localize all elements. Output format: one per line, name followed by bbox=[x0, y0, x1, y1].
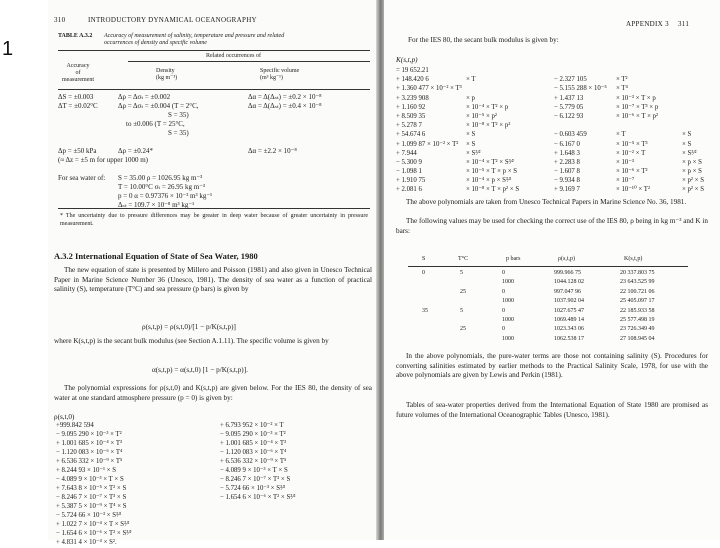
table-caption-id: TABLE A.3.2 bbox=[58, 33, 93, 39]
check-cell: 1000 bbox=[502, 317, 514, 323]
check-cell: 0 bbox=[502, 270, 505, 276]
k-term: − 1.098 1 bbox=[396, 168, 422, 176]
check-cell: 1069.489 14 bbox=[554, 317, 584, 323]
check-cell: 1023.343 06 bbox=[554, 326, 584, 333]
check-header-p: p bars bbox=[506, 256, 521, 262]
k-term: × S³⁄² bbox=[466, 149, 481, 157]
k-term: × 10⁻⁵ × p² bbox=[466, 112, 497, 120]
k-term: × S bbox=[682, 131, 692, 139]
check-header-rule bbox=[408, 266, 688, 267]
k-term: × 10⁻⁷ × T³ × p bbox=[616, 103, 659, 111]
check-cell: 1000 bbox=[502, 279, 514, 286]
k-term: + 1.360 477 × 10⁻² × T³ bbox=[396, 85, 462, 93]
k-term: + 9.169 7 bbox=[554, 186, 580, 194]
k-term: + 1.910 75 bbox=[396, 177, 426, 185]
check-cell: 22 100.721 06 bbox=[620, 288, 655, 295]
slide-number: 1 bbox=[2, 38, 14, 60]
accuracy-column: ΔS = ±0.003 ΔT = ±0.02°C Δp = ±50 kPa (≈ Δz = ±5 m for upper 1000 m) For sea water of: bbox=[58, 93, 149, 182]
paragraph-check-values: The following values may be used for checking the correct use of the IES 80, ρ being in kg m⁻³ and K in bars: bbox=[396, 217, 708, 235]
running-head-left: INTRODUCTORY DYNAMICAL OCEANOGRAPHY bbox=[88, 16, 257, 24]
k-term: × 10⁻² × T bbox=[616, 149, 646, 157]
equation-specific-volume: α(s,t,p) = α(s,t,0) [1 − p/K(s,t,p)]. bbox=[152, 366, 248, 374]
k-term: × p bbox=[466, 94, 475, 102]
right-book-page bbox=[384, 0, 720, 540]
check-cell: 1037.902 04 bbox=[554, 298, 584, 305]
k-term: + 7.944 bbox=[396, 149, 417, 157]
k-term: × S bbox=[466, 140, 476, 148]
k-term: − 5.155 288 × 10⁻⁵ bbox=[554, 85, 607, 93]
check-cell: 997.047 96 bbox=[554, 288, 581, 295]
k-term: × 10⁻⁸ × T × p² × S bbox=[466, 186, 520, 194]
k-term: × T⁴ bbox=[616, 85, 628, 93]
k-term: − 5.779 05 bbox=[554, 103, 584, 111]
check-cell: 0 bbox=[502, 326, 505, 333]
check-cell: 0 bbox=[422, 270, 425, 276]
paragraph-pure-water: In the above polynomials, the pure-water terms are those not containing salinity (S). Procedures for converting salinities estimated by earlier methods to the Practical Salinity Scale, 1978, for use with the above polynomials are given by Lewis and Perkin (1981). bbox=[396, 352, 708, 380]
k-term: + 1.648 3 bbox=[554, 149, 580, 157]
k-term: + 2.283 8 bbox=[554, 158, 580, 166]
check-cell: 25 405.097 17 bbox=[620, 298, 655, 305]
poly-left-column: +999.842 594 − 9.095 290 × 10⁻³ × T² + 1.001 685 × 10⁻⁴ × T³ − 1.120 083 × 10⁻⁶ × T⁴ + 6.536 332 × 10⁻⁹ × T⁵ + 8.244 93 × 10⁻¹ × S − 4.089 9 × 10⁻³ × T × S + 7.643 8 × 10⁻⁵ × T² × S − 8.246 7 × 10⁻⁷ × T³ × S + 5.387 5 × 10⁻⁹ × T⁴ × S − 5.724 66 × 10⁻³ × S³⁄² + 1.022 7 × 10⁻⁴ × T × S³⁄² − 1.654 6 × 10⁻⁶ × T² × S³⁄² + 4.831 4 × 10⁻⁴ × S². bbox=[56, 422, 132, 546]
k-label: K(s,t,p) bbox=[396, 56, 418, 64]
check-cell: 5 bbox=[460, 307, 463, 314]
running-head-right: APPENDIX 3 bbox=[626, 20, 669, 28]
paragraph-intro: The new equation of state is presented by Millero and Poisson (1981) and also given in Unesco Technical Paper in Marine Science Number 36 (Unesco, 1981). The density of sea water as a function of practical salinity (S), temperature (T°C) and sea pressure (p bars) is given by bbox=[54, 266, 372, 294]
k-term: × T² bbox=[616, 76, 628, 84]
group-rule bbox=[128, 61, 370, 62]
page-number-right: 311 bbox=[678, 20, 690, 28]
section-title: A.3.2 International Equation of State of Sea Water, 1980 bbox=[54, 251, 258, 261]
k-term: − 6.122 93 bbox=[554, 112, 584, 120]
k-term: × 10⁻⁴ × T² × S³⁄² bbox=[466, 158, 514, 166]
check-cell: 23 726.349 49 bbox=[620, 326, 655, 333]
paragraph-future-tables: Tables of sea-water properties derived from the International Equation of State 1980 are promised as future volumes of the International Oceanographic Tables (Unesco, 1981). bbox=[396, 401, 708, 419]
check-cell: 1000 bbox=[502, 298, 514, 305]
check-header-t: T°C bbox=[458, 256, 469, 262]
k-term: + 2.081 6 bbox=[396, 186, 422, 194]
equation-density: ρ(s,t,p) = ρ(s,t,0)/[1 − p/K(s,t,p)] bbox=[142, 323, 236, 331]
check-cell: 25 bbox=[460, 326, 466, 333]
k-term: × 10⁻⁵ × T³ bbox=[616, 140, 648, 148]
k-term: × T bbox=[616, 131, 626, 139]
k-term: − 1.607 8 bbox=[554, 168, 580, 176]
paragraph-source: The above polynomials are taken from Unesco Technical Papers in Marine Science No. 36, 1981. bbox=[406, 198, 687, 206]
check-cell: 23 643.525 99 bbox=[620, 279, 655, 286]
k-term: × p² × S bbox=[682, 186, 704, 194]
k-term: × 10⁻³ bbox=[616, 158, 634, 166]
poly-right-column: + 6.793 952 × 10⁻² × T − 9.095 290 × 10⁻³ × T² + 1.001 685 × 10⁻⁴ × T³ − 1.120 083 × 10⁻⁶ × T⁴ + 6.536 332 × 10⁻⁹ × T⁵ − 4.089 9 × 10⁻³ × T × S − 8.246 7 × 10⁻⁷ × T³ × S − 5.724 66 × 10⁻³ × S³⁄² − 1.654 6 × 10⁻⁶ × T² × S³⁄² bbox=[220, 422, 296, 501]
check-header-k: K(s,t,p) bbox=[624, 256, 643, 262]
specvol-column: Δα = Δ(Δₛₜ) = ±0.2 × 10⁻⁸ Δα = Δ(Δₛₜ) = ±0.4 × 10⁻⁸ Δα = ±2.2 × 10⁻⁸ bbox=[248, 93, 322, 155]
check-cell: 25 bbox=[460, 288, 466, 295]
check-header-rho: ρ(s,t,p) bbox=[558, 256, 575, 262]
k-term: + 1.160 92 bbox=[396, 103, 426, 111]
k-term: + 148.420 6 bbox=[396, 76, 429, 84]
paragraph-polynomials: The polynomial expressions for ρ(s,t,0) and K(s,t,p) are given below. For the IES 80, the density of sea water at one standard atmosphere pressure (p = 0) is given by: bbox=[54, 384, 372, 402]
check-cell: 0 bbox=[502, 288, 505, 295]
header-accuracy: Accuracy of measurement bbox=[62, 63, 94, 83]
k-term: × S bbox=[682, 140, 692, 148]
table-top-rule bbox=[58, 50, 370, 51]
header-density: Density (kg m⁻³) bbox=[156, 68, 178, 81]
check-cell: 5 bbox=[460, 270, 463, 276]
k-term: + 1.099 87 × 10⁻² × T² bbox=[396, 140, 459, 148]
k-term: × 10⁻¹⁰ × T² bbox=[616, 186, 650, 194]
k-term: × 10⁻⁵ × T × p × S bbox=[466, 168, 518, 176]
k-term: − 9.934 8 bbox=[554, 177, 580, 185]
k-term: = 19 652.21 bbox=[396, 67, 429, 74]
paragraph-bulk-modulus: where K(s,t,p) is the secant bulk modulus (see Section A.1.11). The specific volume is given by bbox=[54, 337, 329, 345]
k-term: + 1.437 13 bbox=[554, 94, 584, 102]
check-cell: 1044.128 02 bbox=[554, 279, 584, 286]
k-term: × 10⁻⁸ × T² × p² bbox=[466, 122, 511, 130]
k-term: − 5.300 9 bbox=[396, 158, 422, 166]
table-bottom-rule bbox=[58, 208, 370, 209]
page-number-left: 310 bbox=[54, 16, 66, 24]
check-cell: 0 bbox=[502, 307, 505, 314]
check-cell: 27 108.945 04 bbox=[620, 335, 655, 342]
k-term: × S bbox=[466, 131, 476, 139]
density-column: Δρ = Δσₜ = ±0.002 Δρ = Δσₜ = ±0.004 (T = 2°C, S = 35) to ±0.006 (T = 25°C, S = 35) Δρ = ±0.24* S = 35.00 ρ = 1026.95 kg m⁻³ T = 10.00°C σₜ = 26.95 kg m⁻³ p = 0 α = 0.97376 × 10⁻³ m³ kg⁻¹ Δₛₜ = 109.7 × 10⁻⁸ m³ kg⁻¹ bbox=[118, 93, 213, 209]
k-term: × 10⁻⁴ × T² × p bbox=[466, 103, 509, 111]
table-footnote: * The uncertainty due to pressure differences may be greater in deep water because of greater uncertainty in pressure measurement. bbox=[60, 213, 368, 227]
k-term: − 0.603 459 bbox=[554, 131, 587, 139]
k-term: − 6.167 0 bbox=[554, 140, 580, 148]
check-cell: 1000 bbox=[502, 335, 514, 342]
k-term: × p × S bbox=[682, 158, 702, 166]
k-term: × p × S bbox=[682, 168, 702, 176]
check-cell: 25 577.498 19 bbox=[620, 317, 655, 323]
check-cell: 35 bbox=[422, 307, 428, 314]
check-header-s: S bbox=[422, 256, 426, 262]
check-cell: 1062.538 17 bbox=[554, 335, 584, 342]
header-specvol: Specific volume (m³ kg⁻¹) bbox=[260, 68, 300, 81]
check-cell: 22 185.933 58 bbox=[620, 307, 655, 314]
k-term: × 10⁻⁶ × T² bbox=[616, 168, 648, 176]
table-caption: Accuracy of measurement of salinity, temperature and pressure and related occurrences of density and specific volume bbox=[104, 33, 285, 46]
k-term: + 3.239 908 bbox=[396, 94, 429, 102]
k-term: + 54.674 6 bbox=[396, 131, 426, 139]
paragraph-k-intro: For the IES 80, the secant bulk modulus is given by: bbox=[408, 36, 559, 44]
table-group-header: Related occurrences of bbox=[206, 53, 261, 59]
header-rule bbox=[58, 89, 370, 90]
k-term: × 10⁻⁷ bbox=[616, 177, 635, 185]
check-cell: 20 337.803 75 bbox=[620, 270, 655, 276]
k-term: − 2.327 105 bbox=[554, 76, 587, 84]
check-cell: 999.966 75 bbox=[554, 270, 581, 276]
k-term: × 10⁻⁴ × p × S³⁄² bbox=[466, 177, 512, 185]
check-cell: 1027.675 47 bbox=[554, 307, 584, 314]
left-book-page bbox=[48, 0, 378, 546]
k-term: + 8.509 35 bbox=[396, 112, 426, 120]
poly-label: ρ(s,t,0) bbox=[54, 413, 75, 421]
k-term: × p² × S bbox=[682, 177, 704, 185]
k-term: × T bbox=[466, 76, 476, 84]
k-term: × S³⁄² bbox=[682, 149, 697, 157]
k-term: × 10⁻⁶ × T × p² bbox=[616, 112, 659, 120]
k-term: × 10⁻³ × T × p bbox=[616, 94, 656, 102]
k-term: + 5.278 7 bbox=[396, 122, 422, 130]
